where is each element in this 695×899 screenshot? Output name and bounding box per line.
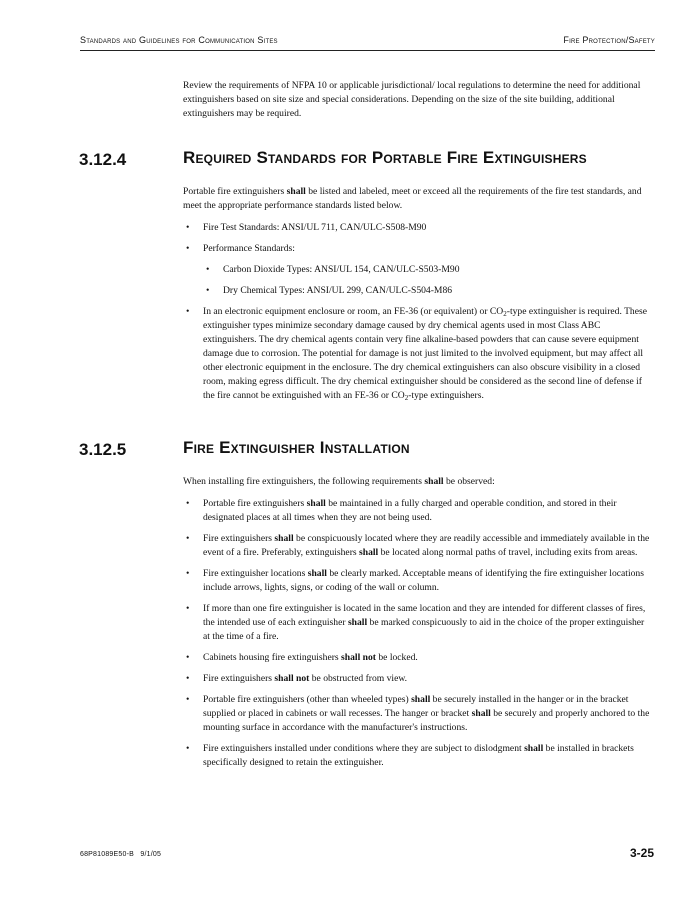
emphasis: shall [307, 568, 327, 579]
list-item [183, 305, 653, 403]
section-title: Fire Extinguisher Installation [183, 438, 410, 457]
text: Portable fire extinguishers (other than wheeled types) [203, 694, 412, 705]
text: be locked. [375, 652, 418, 663]
emphasis: shall [274, 533, 294, 544]
list-item [183, 242, 653, 298]
emphasis: shall [471, 708, 491, 719]
emphasis: shall [306, 498, 326, 509]
emphasis: shall [411, 694, 431, 705]
sub-bullet-list [203, 263, 653, 298]
emphasis: shall [524, 743, 544, 754]
footer-doc-info [80, 851, 161, 858]
header-left: Standards and Guidelines for Communication Sites [80, 35, 278, 45]
text: be located along normal paths of travel, including exits from areas. [378, 547, 638, 558]
text: be maintained in a fully charged and operable condition, and stored in their designated places at all times when they are not being used. [203, 498, 617, 523]
text: Portable fire extinguishers [183, 186, 287, 197]
running-header [80, 37, 655, 51]
list-item [183, 602, 653, 644]
text: be marked conspicuously to aid in the choice of the proper extinguisher at the time of a fire. [203, 617, 645, 642]
text: Portable fire extinguishers [203, 498, 307, 509]
bullet-list [183, 497, 653, 770]
emphasis: shall [347, 617, 368, 628]
list-item: • Carbon Dioxide Types: ANSI/UL 154, CAN/ULC-S503-M90 [203, 263, 653, 277]
list-item [183, 693, 653, 735]
list-item [183, 532, 653, 560]
section-paragraph [183, 475, 653, 489]
text: Fire extinguishers [203, 533, 275, 544]
list-item: • Fire Test Standards: ANSI/UL 711, CAN/ULC-S508-M90 [183, 221, 653, 235]
subscript: 2 [503, 310, 507, 318]
section-paragraph [183, 185, 653, 213]
header-rule [80, 50, 655, 51]
text: be conspicuously located where they are readily accessible and immediately available in the event of a fire. Preferably, extinguishers [203, 533, 650, 558]
section-body [183, 475, 653, 777]
page-number: 3-25 [629, 846, 654, 860]
section-body [183, 185, 653, 410]
text: be listed and labeled, meet or exceed all the requirements of the fire test standards, and meet the appropriate performance standards listed below. [183, 186, 642, 211]
text: Performance Standards: [203, 243, 295, 254]
text: be obstructed from view. [309, 673, 408, 684]
emphasis: shall [286, 186, 306, 197]
text: be securely and properly anchored to the mounting surface in accordance with the manufacturer's instructions. [203, 708, 650, 733]
intro-paragraph: Review the requirements of NFPA 10 or applicable jurisdictional/ local regulations to determine the need for additional extinguishers based on site size and special considerations. Depending on the size of the site building, additional extinguishers may be required. [183, 80, 641, 119]
footer-date: 9/1/05 [140, 851, 162, 858]
emphasis: shall [424, 476, 444, 487]
list-item [183, 742, 653, 770]
text: Cabinets housing fire extinguishers [203, 652, 342, 663]
footer-doc-id: 68P81089E50-B [80, 851, 134, 858]
text: Fire extinguisher locations [203, 568, 308, 579]
bullet-list [183, 221, 653, 403]
list-item: • Dry Chemical Types: ANSI/UL 299, CAN/ULC-S504-M86 [203, 284, 653, 298]
section-number: 3.12.4 [79, 150, 127, 169]
text: -type extinguisher is required. These extinguisher types minimize secondary damage caused by dry chemical agents used in most Class ABC extinguishers. The dry chemical agents contain very fine alkaline-based powders that can cause severe equipment damage due to corrosion. The potential for damage is not just limited to the involved equipment, but may affect all other electronic equipment in the enclosure. The dry chemical extinguishers can also obscure visibility in a closed room, making egress difficult. The dry chemical extinguisher should be considered as the second line of defense if the fire cannot be extinguished with an FE-36 or CO [203, 306, 647, 401]
emphasis: shall not [274, 673, 310, 684]
list-item [183, 651, 653, 665]
text: Fire extinguishers [203, 673, 275, 684]
emphasis: shall [359, 547, 379, 558]
header-right: Fire Protection/Safety [563, 35, 655, 45]
text: If more than one fire extinguisher is located in the same location and they are intended for different classes of fires, the intended use of each extinguisher [203, 603, 646, 628]
section-number: 3.12.5 [79, 440, 127, 459]
text: Fire extinguishers installed under conditions where they are subject to dislodgment [203, 743, 525, 754]
list-item [183, 497, 653, 525]
list-item [183, 567, 653, 595]
text: be observed: [443, 476, 495, 487]
text: be securely installed in the hanger or in the bracket supplied or placed in cabinets or wall recesses. The hanger or bracket [203, 694, 629, 719]
text: When installing fire extinguishers, the following requirements [183, 476, 425, 487]
subscript: 2 [404, 394, 409, 402]
text: -type extinguishers. [408, 390, 484, 401]
section-title: Required Standards for Portable Fire Extinguishers [183, 148, 587, 167]
text: be installed in brackets specifically designed to retain the extinguisher. [203, 743, 634, 768]
text: be clearly marked. Acceptable means of identifying the fire extinguisher locations include arrows, lights, signs, or coding of the wall or column. [203, 568, 644, 593]
list-item [183, 672, 653, 686]
emphasis: shall not [341, 652, 376, 663]
text: In an electronic equipment enclosure or room, an FE-36 (or equivalent) or CO [203, 306, 504, 317]
